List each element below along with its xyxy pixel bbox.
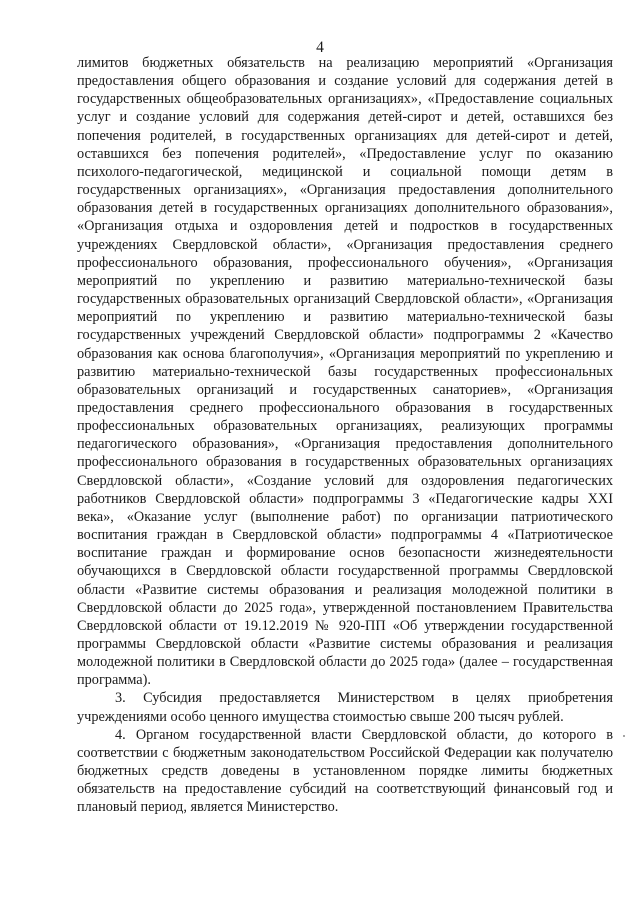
paragraph-continuation: лимитов бюджетных обязательств на реализацию мероприятий «Организация предоставления общего образования и создание условий для содержания детей в государственных общеобразовательных организациях», «Предоставление социальных услуг и создание условий для содержания детей-сирот и детей, оставшихся без попечения родителей, в государственных организациях для детей-сирот и детей, оставшихся без попечения родителей», «Предоставление услуг по оказанию психолого-педагогической, медицинской и социальной помощи детям в государственных организациях», «Организация предоставления дополнительного образования детей в государственных организациях дополнительного образования», «Организация отдыха и оздоровления детей и подростков в государственных учреждениях Свердловской области», «Организация предоставления среднего профессионального образования, профессионального обучения», «Организация мероприятий по укреплению и развитию материально-технической базы государственных образовательных организаций Свердловской области», «Организация мероприятий по укреплению и развитию материально-технической базы государственных учреждений Свердловской области» подпрограммы 2 «Качество образования как основа благополучия», «Организация мероприятий по укреплению и развитию материально-технической базы государственных профессиональных образовательных организаций и государственных санаториев», «Организация предоставления среднего профессионального образования в государственных профессиональных образовательных организациях, реализующих программы педагогического образования», «Организация предоставления дополнительного профессионального образования в государственных образовательных организациях Свердловской области», «Создание условий для оздоровления педагогических работников Свердловской области» подпрограммы 3 «Педагогические кадры XXI века», «Оказание услуг (выполнение работ) по организации патриотического воспитания граждан в Свердловской области» подпрограммы 4 «Патриотическое воспитание граждан и формирование основ безопасности жизнедеятельности обучающихся в Свердловской области государственной программы Свердловской области «Развитие системы образования и реализация молодежной политики в Свердловской области до 2025 года», утвержденной постановлением Правительства Свердловской области от 19.12.2019 № 920-ПП «Об утверждении государственной программы Свердловской области «Развитие системы образования и реализация молодежной политики в Свердловской области до 2025 года» (далее – государственная программа). [77,55,613,689]
document-body [77,54,613,817]
scan-artifact [623,735,625,737]
paragraph-4: 4. Органом государственной власти Свердловской области, до которого в соответствии с бюджетным законодательством Российской Федерации как получателю бюджетных средств доведены в установленном порядке лимиты бюджетных обязательств на предоставление субсидий на соответствующий финансовый год и плановый период, является Министерство. [77,726,613,816]
paragraph-3: 3. Субсидия предоставляется Министерством в целях приобретения учреждениями особо ценного имущества стоимостью свыше 200 тысяч рублей. [77,690,613,725]
page-number: 4 [316,39,324,56]
